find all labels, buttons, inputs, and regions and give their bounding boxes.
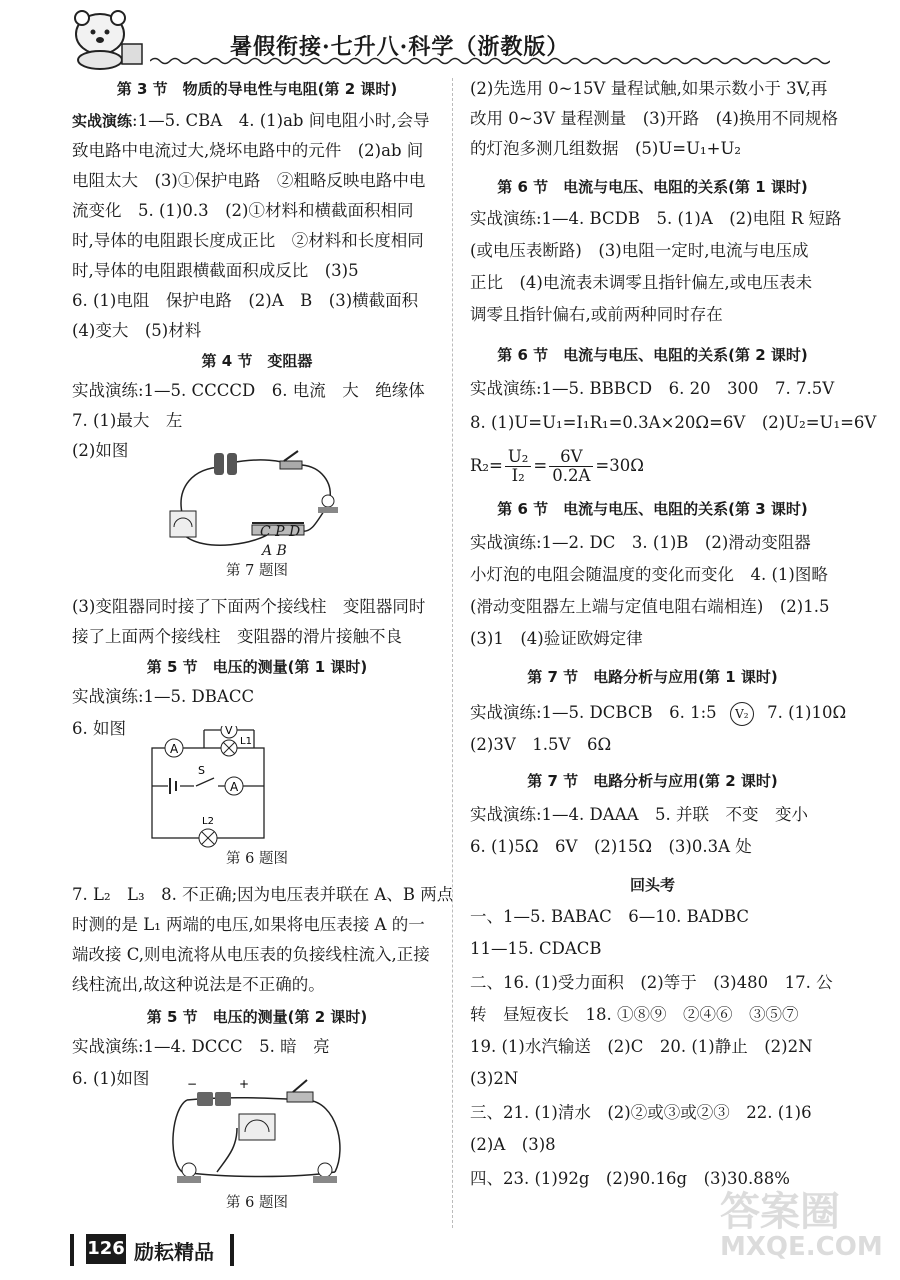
watermark-text: 答案圈 xyxy=(720,1189,840,1235)
column-divider xyxy=(452,78,453,1228)
svg-text:S: S xyxy=(198,764,205,777)
answer-line: (4)变大 (5)材料 xyxy=(72,321,202,340)
answer-line: 正比 (4)电流表未调零且指针偏左,或电压表未 xyxy=(470,273,813,292)
svg-text:L1: L1 xyxy=(240,736,252,747)
voltmeter-circuit-figure xyxy=(142,726,342,856)
mascot-bear-icon xyxy=(60,4,150,70)
answer-line: 实战演练:1—4. DCCC 5. 暗 亮 xyxy=(72,1037,330,1056)
answer-line: 的灯泡多测几组数据 (5)U=U₁+U₂ xyxy=(470,139,741,158)
page-header xyxy=(0,0,900,72)
answer-line: (滑动变阻器左上端与定值电阻右端相连) (2)1.5 xyxy=(470,597,830,616)
footer-bar xyxy=(70,1234,74,1266)
v2-meter-icon: V₂ xyxy=(730,702,754,726)
battery-icon xyxy=(197,1092,213,1106)
bulb-icon xyxy=(322,495,334,507)
page-number: 126 xyxy=(86,1234,126,1264)
answer-line: 时测的是 L₁ 两端的电压,如果将电压表接 A 的一 xyxy=(72,915,425,934)
answer-line: 6. (1)5Ω 6V (2)15Ω (3)0.3A 处 xyxy=(470,837,752,856)
answer-line: 流变化 5. (1)0.3 (2)①材料和横截面积相同 xyxy=(72,201,414,220)
answer-line: 线柱流出,故这种说法是不正确的。 xyxy=(72,975,325,994)
bulb-icon xyxy=(318,1163,332,1177)
section-title: 第 6 节 电流与电压、电阻的关系(第 2 课时) xyxy=(497,346,808,364)
bulb-icon xyxy=(182,1163,196,1177)
answer-line: 调零且指针偏右,或前两种同时存在 xyxy=(470,305,723,324)
figure-labels: A B xyxy=(262,543,287,559)
section-title: 第 7 节 电路分析与应用(第 1 课时) xyxy=(527,668,778,686)
svg-text:A: A xyxy=(230,780,239,794)
answer-line: (或电压表断路) (3)电阻一定时,电流与电压成 xyxy=(470,241,809,260)
answer-line: 时,导体的电阻跟横截面积成反比 (3)5 xyxy=(72,261,359,280)
voltmeter-icon xyxy=(239,1114,275,1140)
ammeter-icon xyxy=(170,511,196,537)
voltage-measure-figure xyxy=(167,1078,367,1190)
section-title: 第 6 节 电流与电压、电阻的关系(第 3 课时) xyxy=(497,500,808,518)
answer-line: 端改接 C,则电流将从电压表的负接线柱流入,正接 xyxy=(72,945,430,964)
answer-line: 三、21. (1)清水 (2)②或③或②③ 22. (1)6 xyxy=(470,1103,812,1122)
answer-line: 一、1—5. BABAC 6—10. BADBC xyxy=(470,907,750,926)
answer-line: 接了上面两个接线柱 变阻器的滑片接触不良 xyxy=(72,627,402,646)
section-title: 第 6 节 电流与电压、电阻的关系(第 1 课时) xyxy=(497,178,808,196)
answer-line: 7. L₂ L₃ 8. 不正确;因为电压表并联在 A、B 两点 xyxy=(72,885,454,904)
section-title: 第 3 节 物质的导电性与电阻(第 2 课时) xyxy=(116,80,398,98)
answer-line: 实战演练:1—4. BCDB 5. (1)A (2)电阻 R 短路 xyxy=(470,209,842,228)
answer-line: 6. 如图 xyxy=(72,719,126,738)
answer-line: 8. (1)U=U₁=I₁R₁=0.3A×20Ω=6V (2)U₂=U₁=6V xyxy=(470,413,877,432)
answer-line: 6. (1)电阻 保护电路 (2)A B (3)横截面积 xyxy=(72,291,419,310)
answer-line: 实战演练:1—2. DC 3. (1)B (2)滑动变阻器 xyxy=(470,533,811,552)
rheostat-circuit-figure xyxy=(152,443,352,553)
answer-line: 实战演练:1—4. DAAA 5. 并联 不变 变小 xyxy=(470,805,809,824)
section-title: 第 5 节 电压的测量(第 2 课时) xyxy=(146,1008,368,1026)
svg-text:+: + xyxy=(239,1078,250,1091)
answer-line: (3)2N xyxy=(470,1069,519,1088)
figure-caption: 第 7 题图 xyxy=(226,563,288,579)
answer-line: 电阻太大 (3)①保护电路 ②粗略反映电路中电 xyxy=(72,171,426,190)
brand-name: 励耘精品 xyxy=(134,1240,214,1264)
svg-text:A: A xyxy=(170,742,179,756)
answer-line: (3)1 (4)验证欧姆定律 xyxy=(470,629,643,648)
battery-icon xyxy=(214,453,224,475)
switch-icon xyxy=(280,461,302,469)
answer-line: (2)先选用 0~15V 量程试触,如果示数小于 3V,再 xyxy=(470,79,828,98)
answer-line: (2)3V 1.5V 6Ω xyxy=(470,735,612,754)
answer-line: 实战演练:1—5. BBBCD 6. 20 300 7. 7.5V xyxy=(470,379,835,398)
answer-line: (2)如图 xyxy=(72,441,129,460)
answer-line: 时,导体的电阻跟长度成正比 ②材料和长度相同 xyxy=(72,231,424,250)
formula-line: R₂= $\frac{\text{U₂}}{\text{I₂}}$ = $\frac{6V}{0.2A}$ =30Ω xyxy=(470,447,644,485)
answer-line: 6. (1)如图 xyxy=(72,1069,150,1088)
answer-line: 7. (1)最大 左 xyxy=(72,411,183,430)
answer-line: (2)A (3)8 xyxy=(470,1135,556,1154)
footer-bar xyxy=(230,1234,234,1266)
section-title: 第 4 节 变阻器 xyxy=(201,352,313,370)
figure-labels: C P D xyxy=(260,524,301,540)
answer-line: 小灯泡的电阻会随温度的变化而变化 4. (1)图略 xyxy=(470,565,828,584)
watermark-text: MXQE.COM xyxy=(720,1232,883,1262)
answer-line: 改用 0~3V 量程测量 (3)开路 (4)换用不同规格 xyxy=(470,109,838,128)
answer-line: 实战演练:1—5. CCCCD 6. 电流 大 绝缘体 xyxy=(72,381,425,400)
svg-text:−: − xyxy=(187,1078,198,1091)
figure-caption: 第 6 题图 xyxy=(226,1195,288,1211)
answer-line: 实战演练:1—5. CBA 4. (1)ab 间电阻小时,会导 xyxy=(72,111,430,130)
section-title: 第 5 节 电压的测量(第 1 课时) xyxy=(146,658,368,676)
answer-line: (3)变阻器同时接了下面两个接线柱 变阻器同时 xyxy=(72,597,426,616)
svg-text:L2: L2 xyxy=(202,816,214,827)
answer-line: 19. (1)水汽输送 (2)C 20. (1)静止 (2)2N xyxy=(470,1037,813,1056)
header-title: 暑假衔接·七升八·科学（浙教版） xyxy=(230,34,570,60)
answer-line: 11—15. CDACB xyxy=(470,939,602,958)
battery-icon xyxy=(215,1092,231,1106)
section-title: 第 7 节 电路分析与应用(第 2 课时) xyxy=(527,772,778,790)
answer-line: 实战演练:1—5. DBACC xyxy=(72,687,255,706)
battery-icon xyxy=(227,453,237,475)
answer-line: 实战演练:1—5. DCBCB 6. 1:5 V₂ 7. (1)10Ω xyxy=(470,702,846,726)
answer-line: 致电路中电流过大,烧坏电路中的元件 (2)ab 间 xyxy=(72,141,424,160)
fraction: $\frac{6V}{0.2A}$ xyxy=(549,448,593,485)
header-wave-divider xyxy=(150,56,830,66)
switch-icon xyxy=(287,1092,313,1102)
review-title: 回头考 xyxy=(629,876,675,894)
fraction: $\frac{\text{U₂}}{\text{I₂}}$ xyxy=(505,448,532,485)
answer-line: 二、16. (1)受力面积 (2)等于 (3)480 17. 公 xyxy=(470,973,833,992)
answer-line: 转 昼短夜长 18. ①⑧⑨ ②④⑥ ③⑤⑦ xyxy=(470,1005,799,1024)
answer-line: 四、23. (1)92g (2)90.16g (3)30.88% xyxy=(470,1169,790,1188)
svg-text:V: V xyxy=(225,726,233,737)
figure-caption: 第 6 题图 xyxy=(226,851,288,867)
